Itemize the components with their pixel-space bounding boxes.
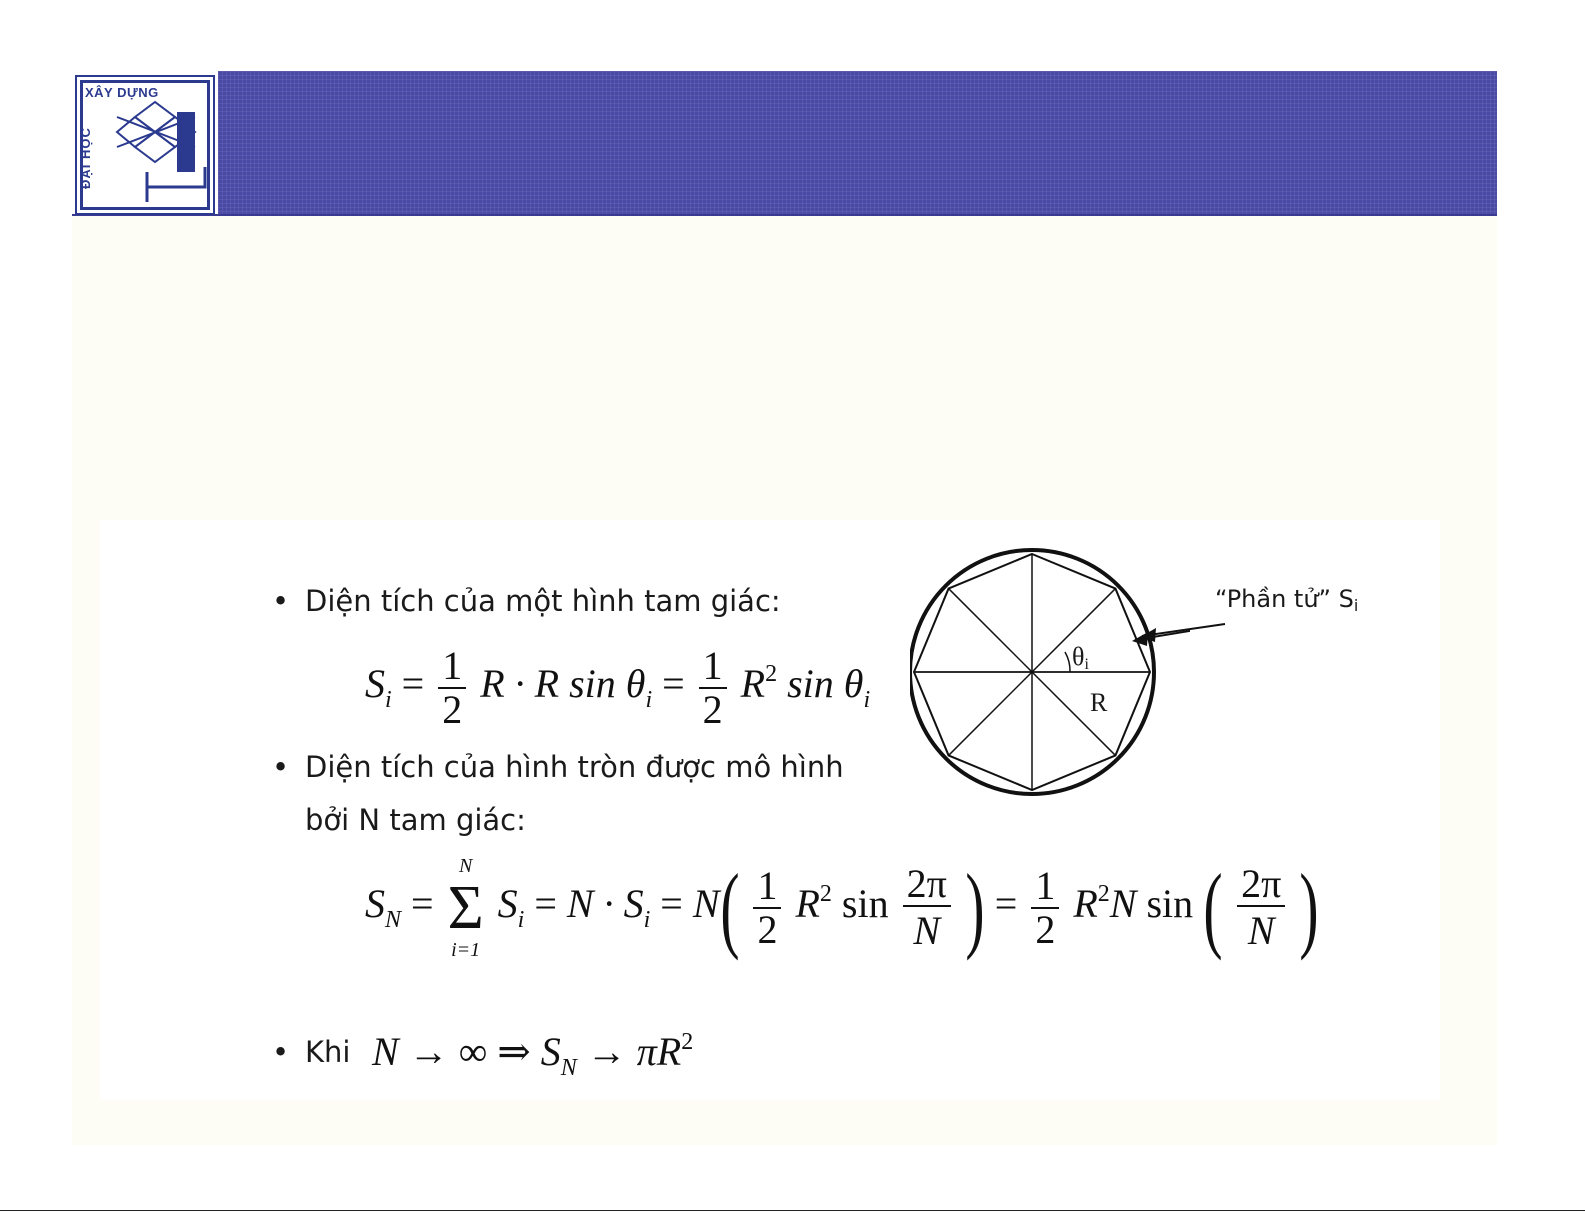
- formula-paren: ): [1299, 854, 1319, 961]
- bullet-dot: •: [272, 584, 290, 618]
- formula-term: R · R sin θ: [480, 661, 646, 707]
- fraction-numerator: 2π: [903, 863, 951, 907]
- formula-subscript: N: [560, 1055, 577, 1081]
- fraction-numerator: 1: [699, 645, 727, 689]
- formula-symbol: S: [497, 881, 518, 927]
- formula-function: sin: [1136, 881, 1194, 927]
- formula-fraction: [903, 860, 951, 954]
- formula-symbol: S: [365, 661, 385, 707]
- formula-paren: (: [719, 854, 740, 961]
- logo-flower-icon: [77, 77, 217, 217]
- formula-paren: ): [965, 854, 985, 961]
- formula-function: sin: [831, 881, 889, 927]
- formula-superscript: 2: [681, 1029, 694, 1055]
- university-logo: [75, 75, 215, 215]
- fraction-denominator: 2: [442, 687, 463, 732]
- formula-operator: =: [401, 661, 425, 707]
- callout-subscript: i: [1353, 596, 1359, 615]
- formula-subscript: i: [385, 687, 392, 714]
- fraction-denominator: N: [1247, 907, 1275, 953]
- bullet-circle-area: [272, 750, 844, 838]
- sum-lower-limit: i=1: [451, 939, 481, 961]
- formula-subscript: N: [385, 907, 402, 934]
- formula-limit: [372, 1028, 693, 1082]
- formula-symbol: N: [1109, 881, 1137, 927]
- radius-spoke: [949, 672, 1032, 755]
- formula-subscript: i: [645, 687, 653, 714]
- formula-symbol: S: [365, 881, 385, 927]
- formula-operator: =: [411, 881, 434, 927]
- radius-label: R: [1090, 688, 1108, 717]
- formula-fraction: [1237, 860, 1285, 954]
- callout-text: “Phần tử” S: [1215, 585, 1354, 613]
- formula-subscript: i: [863, 687, 871, 714]
- formula-operator: =: [662, 661, 685, 707]
- fraction-numerator: 1: [438, 645, 466, 689]
- footer-rule: [0, 1210, 1585, 1211]
- formula-symbol: S: [540, 1029, 561, 1074]
- formula-symbol: R: [1073, 881, 1098, 927]
- formula-operator: =: [534, 881, 557, 927]
- header-divider: [72, 214, 1497, 216]
- formula-subscript: i: [517, 907, 525, 934]
- theta-symbol: θ: [1072, 642, 1085, 671]
- formula-paren: (: [1203, 854, 1223, 961]
- radius-spoke: [949, 589, 1032, 672]
- bullet-text: Diện tích của một hình tam giác:: [305, 584, 781, 618]
- formula-symbol: R: [740, 661, 766, 707]
- fraction-numerator: 1: [753, 865, 781, 909]
- formula-fraction: [438, 645, 466, 731]
- formula-superscript: 2: [819, 881, 832, 908]
- fraction-denominator: 2: [757, 907, 778, 952]
- formula-operator: → ∞ ⇒: [408, 1029, 531, 1074]
- bullet-dot: •: [272, 1035, 290, 1069]
- bullet-limit: [272, 1035, 351, 1070]
- formula-triangle-area: [365, 645, 870, 731]
- fraction-numerator: 2π: [1237, 863, 1285, 907]
- formula-superscript: 2: [1097, 881, 1110, 908]
- logo-side-text: ĐẠI HỌC: [78, 127, 93, 189]
- octagon-triangles: [914, 554, 1150, 790]
- formula-term: N · S: [566, 881, 644, 927]
- formula-term: sin θ: [777, 661, 864, 707]
- sum-upper-limit: N: [458, 855, 473, 877]
- bullet-text-line2: bởi N tam giác:: [305, 802, 526, 837]
- formula-subscript: i: [643, 907, 651, 934]
- callout-label: [1215, 585, 1358, 615]
- fraction-denominator: N: [913, 907, 941, 953]
- formula-fraction: [699, 645, 727, 731]
- formula-term: → πR: [586, 1029, 682, 1074]
- formula-operator: =: [994, 881, 1018, 927]
- theta-subscript: i: [1084, 656, 1089, 673]
- bullet-text-line1: Diện tích của hình tròn được mô hình: [305, 750, 844, 784]
- bullet-text: Khi: [305, 1035, 351, 1069]
- theta-arc: [1065, 652, 1070, 672]
- logo-top-text: XÂY DỰNG: [85, 85, 159, 100]
- formula-symbol: N: [692, 881, 720, 927]
- fraction-denominator: 2: [1035, 907, 1056, 952]
- theta-label: [1072, 642, 1089, 674]
- octagon-circle-diagram: [910, 540, 1190, 810]
- summation: [448, 855, 484, 961]
- header-bar: [218, 71, 1497, 216]
- formula-fraction: [1031, 865, 1059, 951]
- fraction-denominator: 2: [702, 687, 723, 732]
- formula-operator: =: [660, 881, 683, 927]
- bullet-triangle-area: [272, 584, 781, 619]
- bullet-dot: •: [272, 750, 290, 784]
- callout-connector: [1140, 610, 1260, 650]
- formula-fraction: [753, 865, 781, 951]
- fraction-numerator: 1: [1031, 865, 1059, 909]
- formula-symbol: N: [372, 1029, 399, 1074]
- sum-symbol: Σ: [447, 874, 484, 942]
- formula-circle-area: [365, 855, 1319, 961]
- formula-symbol: R: [795, 881, 820, 927]
- formula-superscript: 2: [765, 661, 778, 688]
